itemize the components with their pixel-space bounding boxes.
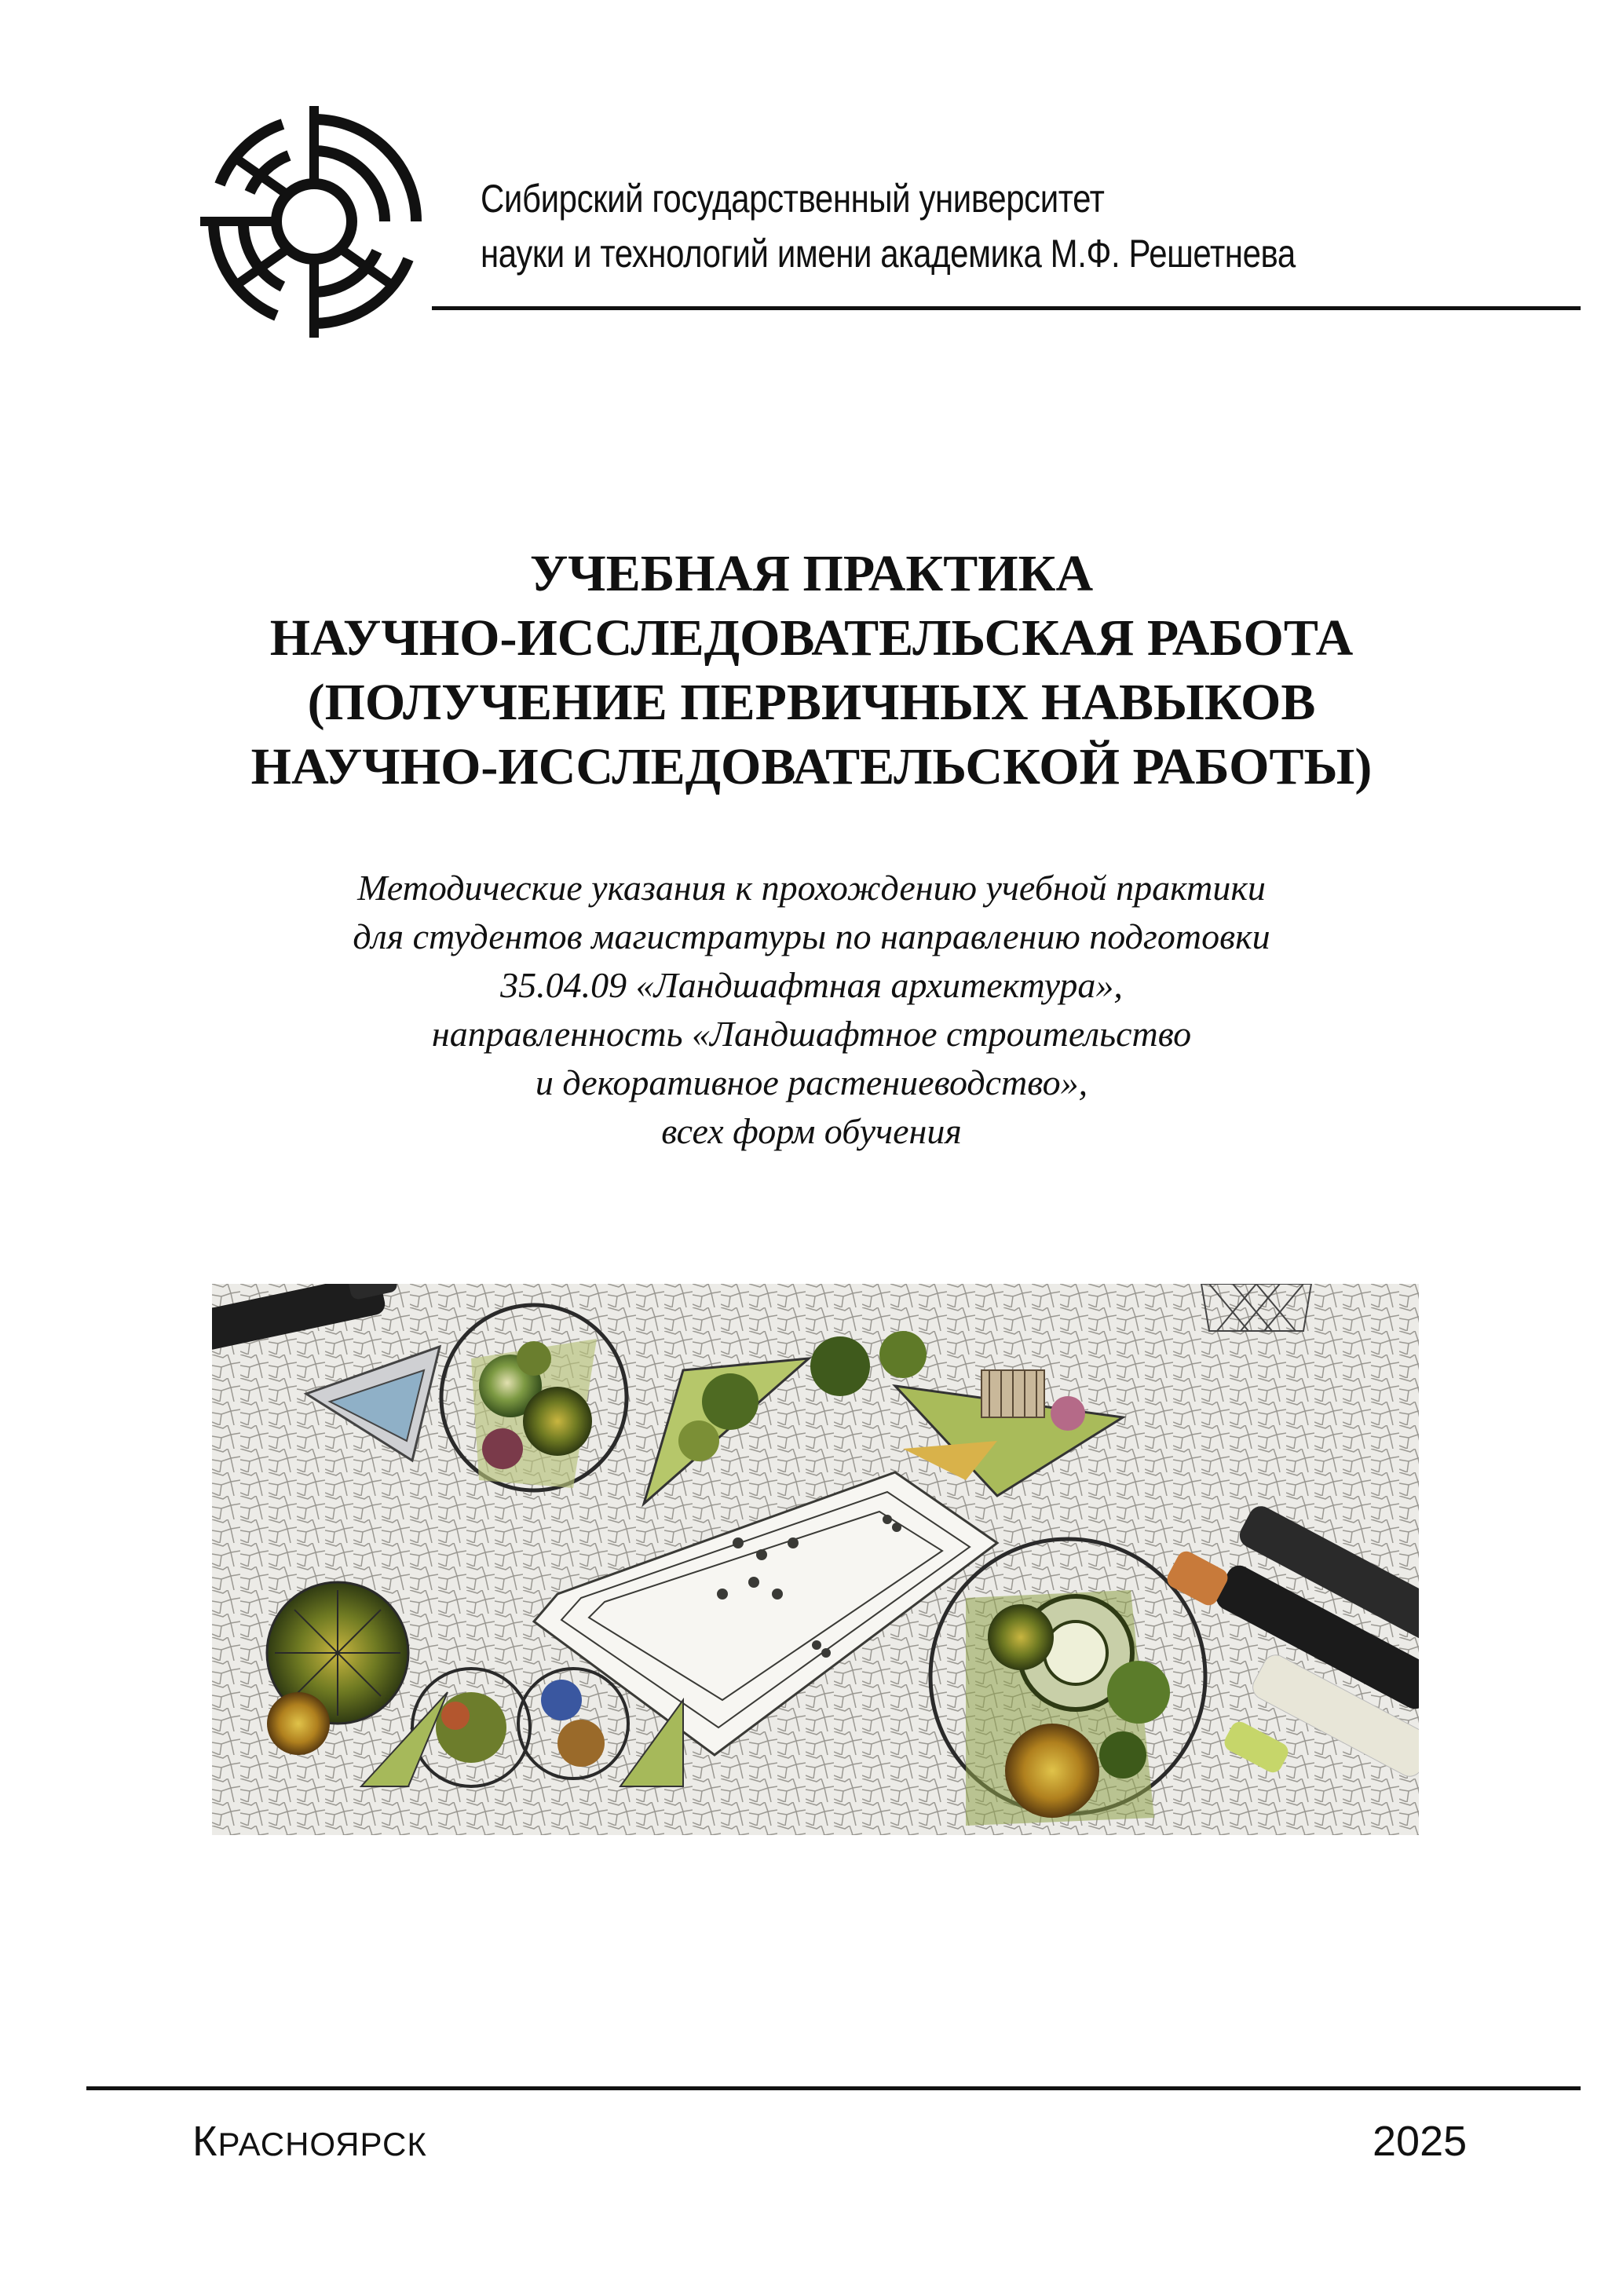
city-rest: РАСНОЯРСК [217, 2126, 427, 2163]
title-line-1: УЧЕБНАЯ ПРАКТИКА [529, 545, 1094, 602]
university-name [481, 171, 1296, 281]
document-subtitle [0, 864, 1623, 1156]
university-logo [196, 102, 432, 353]
title-line-2: НАУЧНО-ИССЛЕДОВАТЕЛЬСКАЯ РАБОТА [269, 609, 1354, 667]
footer-divider [86, 2086, 1581, 2090]
subtitle-line-5: и декоративное растениеводство», [535, 1062, 1088, 1102]
title-line-3: (ПОЛУЧЕНИЕ ПЕРВИЧНЫХ НАВЫКОВ [307, 674, 1316, 731]
subtitle-line-3: 35.04.09 «Ландшафтная архитектура», [500, 965, 1123, 1005]
landscape-plan-illustration [212, 1284, 1419, 1835]
university-name-line-1: Сибирский государственный университет [481, 177, 1105, 221]
city-first-letter: К [192, 2118, 218, 2165]
header-divider [432, 306, 1581, 310]
subtitle-line-4: направленность «Ландшафтное строительство [431, 1014, 1192, 1054]
university-name-line-2: науки и технологий имени академика М.Ф. Решетнева [481, 232, 1296, 276]
publication-year: 2025 [1373, 2118, 1468, 2165]
subtitle-line-6: всех форм обучения [661, 1111, 962, 1151]
subtitle-line-1: Методические указания к прохождению учебной практики [357, 868, 1266, 908]
title-line-4: НАУЧНО-ИССЛЕДОВАТЕЛЬСКОЙ РАБОТЫ) [250, 738, 1373, 795]
document-title [0, 542, 1623, 799]
subtitle-line-2: для студентов магистратуры по направлению подготовки [353, 916, 1270, 956]
publication-city [192, 2114, 427, 2172]
